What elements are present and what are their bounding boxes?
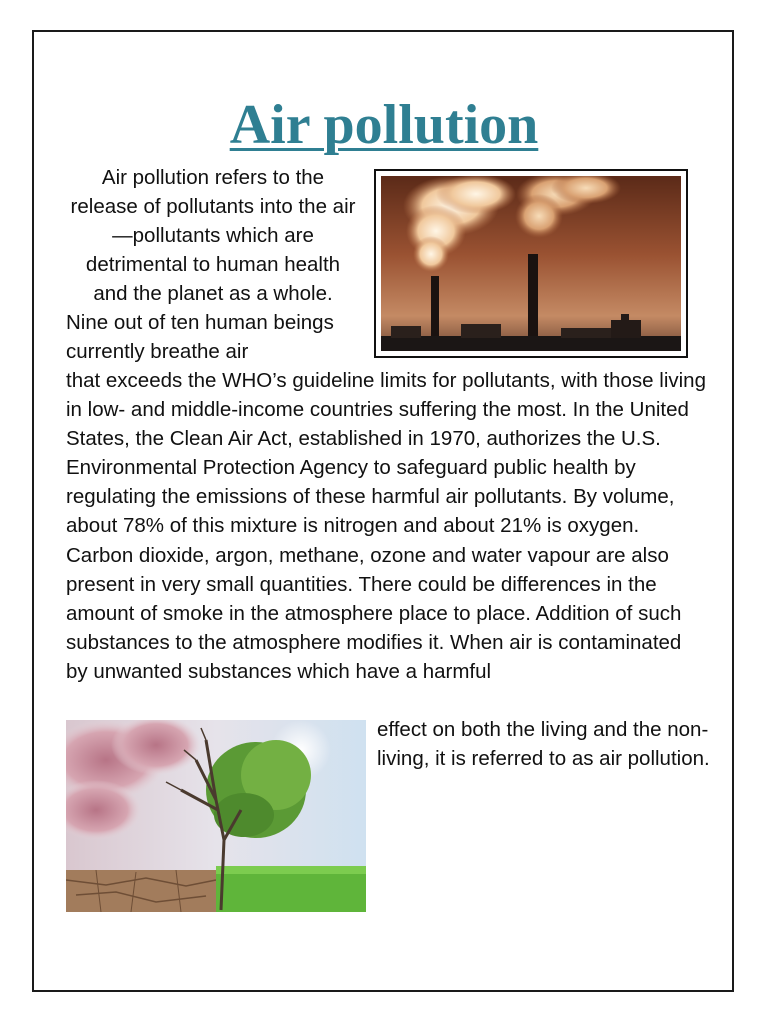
page-title: Air pollution bbox=[229, 94, 539, 156]
paragraph-conclusion: effect on both the living and the non-living, it is referred to as air pollution. bbox=[377, 718, 710, 771]
tree-illustration bbox=[66, 720, 366, 912]
paragraph-intro: Air pollution refers to the release of pollutants into the air—pollutants which are detrimental to human health and the planet as a whole. bbox=[70, 166, 356, 306]
paragraph-nine-out-of-ten: Nine out of ten human beings currently breathe air bbox=[66, 311, 334, 364]
smokestacks-image bbox=[374, 169, 688, 358]
tree-image bbox=[66, 720, 366, 912]
paragraph-main: that exceeds the WHO’s guideline limits for pollutants, with those living in low- and middle-income countries suffering the most. In the United States, the Clean Air Act, established in 1970, authorizes the U.S. Environmental Protection Agency to safeguard public health by regulating the emissions of these harmful air pollutants. By volume, about 78% of this mixture is nitrogen and about 21% is oxygen. Carbon dioxide, argon, methane, ozone and water vapour are also present in very small quantities. There could be differences in the amount of smoke in the atmosphere place to place. Addition of such substances to the atmosphere modifies it. When air is contaminated by unwanted substances which have a harmful bbox=[66, 369, 706, 683]
smokestacks-illustration bbox=[381, 176, 681, 351]
